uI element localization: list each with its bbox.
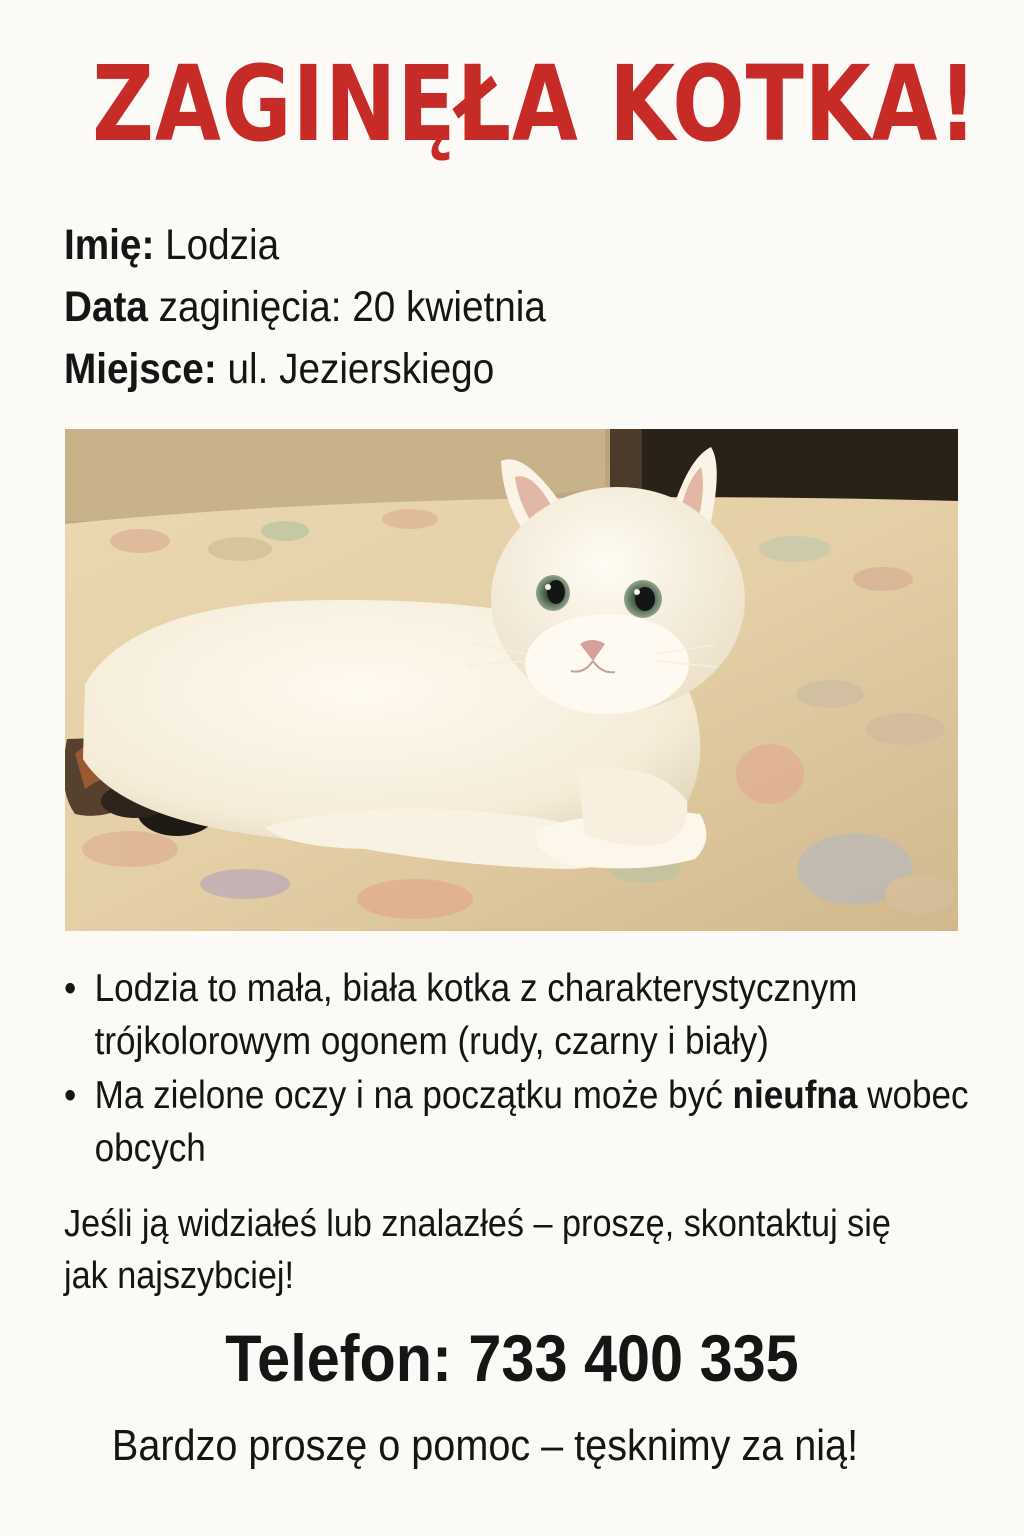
poster-headline: ZAGINĘŁA KOTKA!	[92, 43, 979, 165]
description-text: Ma zielone oczy i na początku może być	[94, 1074, 733, 1117]
cat-facts	[64, 214, 964, 400]
bullet-marker: •	[64, 1074, 77, 1117]
fact-date-label: Data	[64, 283, 148, 331]
fact-date-value: zaginięcia: 20 kwietnia	[158, 283, 546, 331]
fact-name-label: Imię:	[64, 221, 155, 269]
white-cat-photo-icon	[65, 429, 958, 931]
cat-photo	[65, 429, 958, 931]
fact-place-label: Miejsce:	[64, 345, 217, 393]
fact-place	[64, 338, 874, 400]
description-item	[64, 962, 977, 1068]
contact-appeal: Jeśli ją widziałeś lub znalazłeś – proszę, skontaktuj się jak najszybciej!	[64, 1203, 891, 1297]
fact-date	[64, 276, 874, 338]
description-item	[64, 1069, 977, 1175]
closing-message: Bardzo proszę o pomoc – tęsknimy za nią!	[111, 1421, 859, 1470]
description-list	[64, 962, 969, 1175]
description-text: Lodzia to mała, biała kotka z charakterystycznym trójkolorowym ogonem (rudy, czarny i biały)	[94, 967, 858, 1063]
bullet-marker: •	[64, 967, 77, 1010]
description-text-after: wobec obcych	[94, 1074, 969, 1170]
fact-place-value: ul. Jezierskiego	[227, 345, 495, 393]
fact-name-value: Lodzia	[165, 221, 280, 269]
description-emphasis: nieufna	[732, 1074, 858, 1117]
phone-number: Telefon: 733 400 335	[225, 1321, 799, 1395]
fact-name	[64, 214, 874, 276]
